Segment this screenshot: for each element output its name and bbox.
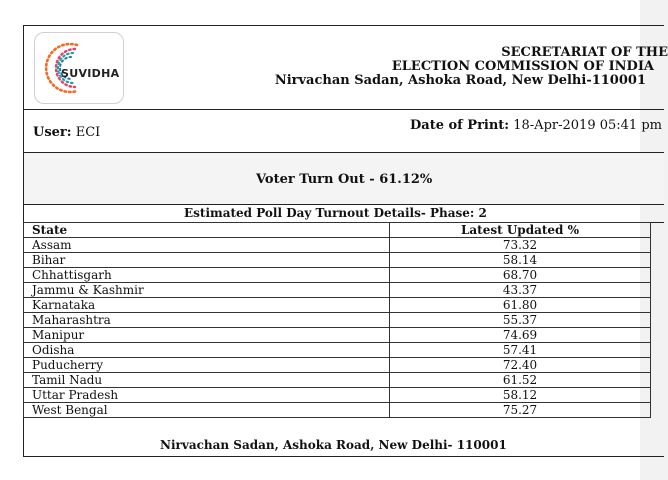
print-date bbox=[410, 118, 662, 133]
turnout-value-cell: 57.41 bbox=[390, 343, 651, 358]
state-cell: West Bengal bbox=[24, 403, 390, 418]
turnout-value-cell: 74.69 bbox=[390, 328, 651, 343]
suvidha-logo bbox=[34, 32, 124, 104]
table-header-row bbox=[24, 223, 651, 238]
turnout-value-cell: 68.70 bbox=[390, 268, 651, 283]
user-value: ECI bbox=[75, 125, 101, 140]
print-date-label: Date of Print: bbox=[410, 118, 510, 133]
table-row bbox=[24, 388, 651, 403]
table-row bbox=[24, 328, 651, 343]
table-row bbox=[24, 403, 651, 418]
table-row bbox=[24, 298, 651, 313]
org-line-1: SECRETARIAT OF THE bbox=[501, 45, 668, 60]
report-frame bbox=[23, 25, 668, 457]
table-row bbox=[24, 238, 651, 253]
user-info bbox=[33, 125, 100, 140]
summary-row bbox=[24, 153, 664, 205]
user-label: User: bbox=[33, 125, 72, 140]
state-cell: Karnataka bbox=[24, 298, 390, 313]
voter-turnout: Voter Turn Out - 61.12% bbox=[256, 172, 433, 187]
table-row bbox=[24, 313, 651, 328]
turnout-value-cell: 73.32 bbox=[390, 238, 651, 253]
org-line-2: ELECTION COMMISSION OF INDIA bbox=[391, 59, 654, 74]
table-title: Estimated Poll Day Turnout Details- Phase: 2 bbox=[184, 206, 487, 220]
table-row bbox=[24, 253, 651, 268]
turnout-table bbox=[23, 222, 651, 418]
turnout-value-cell: 72.40 bbox=[390, 358, 651, 373]
turnout-value-cell: 58.12 bbox=[390, 388, 651, 403]
table-row bbox=[24, 343, 651, 358]
table-row bbox=[24, 358, 651, 373]
column-header-state: State bbox=[24, 223, 390, 238]
state-cell: Chhattisgarh bbox=[24, 268, 390, 283]
table-row bbox=[24, 268, 651, 283]
state-cell: Jammu & Kashmir bbox=[24, 283, 390, 298]
state-cell: Puducherry bbox=[24, 358, 390, 373]
footer-address: Nirvachan Sadan, Ashoka Road, New Delhi- 110001 bbox=[160, 438, 507, 452]
organization-block bbox=[274, 45, 668, 88]
turnout-value-cell: 75.27 bbox=[390, 403, 651, 418]
print-date-value: 18-Apr-2019 05:41 pm bbox=[513, 118, 662, 133]
turnout-value-cell: 43.37 bbox=[390, 283, 651, 298]
turnout-value-cell: 61.52 bbox=[390, 373, 651, 388]
turnout-value-cell: 58.14 bbox=[390, 253, 651, 268]
report-header bbox=[24, 26, 668, 110]
state-cell: Uttar Pradesh bbox=[24, 388, 390, 403]
table-title-row bbox=[24, 205, 664, 223]
state-cell: Bihar bbox=[24, 253, 390, 268]
table-body bbox=[24, 238, 651, 418]
state-cell: Assam bbox=[24, 238, 390, 253]
meta-row bbox=[24, 110, 664, 153]
org-address: Nirvachan Sadan, Ashoka Road, New Delhi-110001 bbox=[274, 73, 646, 88]
table-row bbox=[24, 373, 651, 388]
report-footer bbox=[24, 435, 664, 455]
logo-text: SUVIDHA bbox=[61, 67, 120, 80]
state-cell: Tamil Nadu bbox=[24, 373, 390, 388]
turnout-value-cell: 61.80 bbox=[390, 298, 651, 313]
state-cell: Odisha bbox=[24, 343, 390, 358]
column-header-value: Latest Updated % bbox=[390, 223, 651, 238]
turnout-value-cell: 55.37 bbox=[390, 313, 651, 328]
table-row bbox=[24, 283, 651, 298]
state-cell: Maharashtra bbox=[24, 313, 390, 328]
state-cell: Manipur bbox=[24, 328, 390, 343]
